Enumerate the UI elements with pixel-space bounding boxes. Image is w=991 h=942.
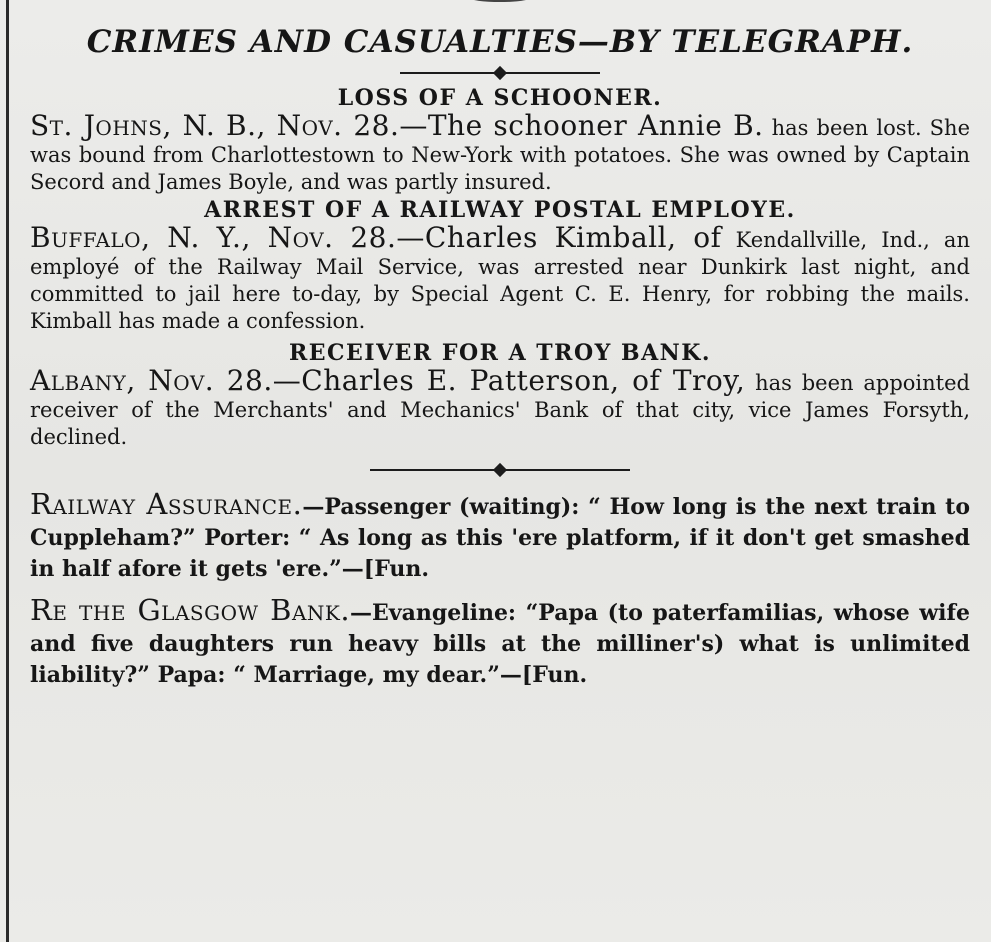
anecdote-glasgow-bank: [30, 595, 970, 691]
anecdote-text: —Evangeline: “Papa (to paterfamilias, whose wife and five daughters run heavy bills at the milliner's) what is unlimited liability?” Papa: “ Marriage, my dear.”—[Fun.: [30, 600, 970, 688]
news-column: [30, 22, 970, 691]
ink-smudge: [470, 0, 530, 2]
article-subhead: RECEIVER FOR A TROY BANK.: [288, 340, 712, 366]
article-text: has been lost. She was bound from Charlottestown to New-York with potatoes. She was owned by Captain Secord and James Boyle, and was partly insured.: [30, 116, 971, 194]
article-body: [30, 109, 971, 196]
article-text: has been appointed receiver of the Merchants' and Mechanics' Bank of that city, vice James Forsyth, declined.: [30, 371, 970, 449]
article-body: [30, 221, 970, 335]
anecdote-railway: [30, 489, 970, 585]
article-subhead: ARREST OF A RAILWAY POSTAL EMPLOYE.: [204, 197, 796, 223]
article-body: [30, 364, 970, 451]
article-dateline: St. Johns, N. B., Nov. 28.: [30, 109, 400, 142]
article-schooner: [30, 84, 970, 196]
article-dateline: Buffalo, N. Y., Nov. 28.: [30, 221, 397, 254]
article-lead: —Charles Kimball, of: [396, 221, 722, 254]
ornamental-divider: [370, 463, 630, 477]
anecdote-text: —Passenger (waiting): “ How long is the next train to Cuppleham?” Porter: “ As long as this 'ere platform, if it don't get smashed in half afore it gets 'ere.”—[Fun.: [30, 494, 970, 582]
anecdote-title: Railway Assurance.: [30, 487, 303, 521]
section-headline: CRIMES AND CASUALTIES—BY TELEGRAPH.: [86, 24, 914, 60]
column-rule: [6, 0, 9, 942]
article-troy-bank: [30, 339, 970, 451]
article-lead: —The schooner Annie B.: [399, 109, 764, 142]
article-dateline: Albany, Nov. 28.: [30, 364, 273, 397]
article-postal-arrest: [30, 196, 970, 335]
article-text: Kendallville, Ind., an employé of the Railway Mail Service, was arrested near Dunkirk last night, and committed to jail here to-day, by Special Agent C. E. Henry, for robbing the mails. Kimball has made a confession.: [30, 228, 970, 333]
ornamental-divider: [400, 66, 600, 80]
article-lead: —Charles E. Patterson, of Troy,: [272, 364, 746, 397]
anecdote-title: Re the Glasgow Bank.: [30, 593, 351, 627]
article-subhead: LOSS OF A SCHOONER.: [337, 85, 663, 111]
